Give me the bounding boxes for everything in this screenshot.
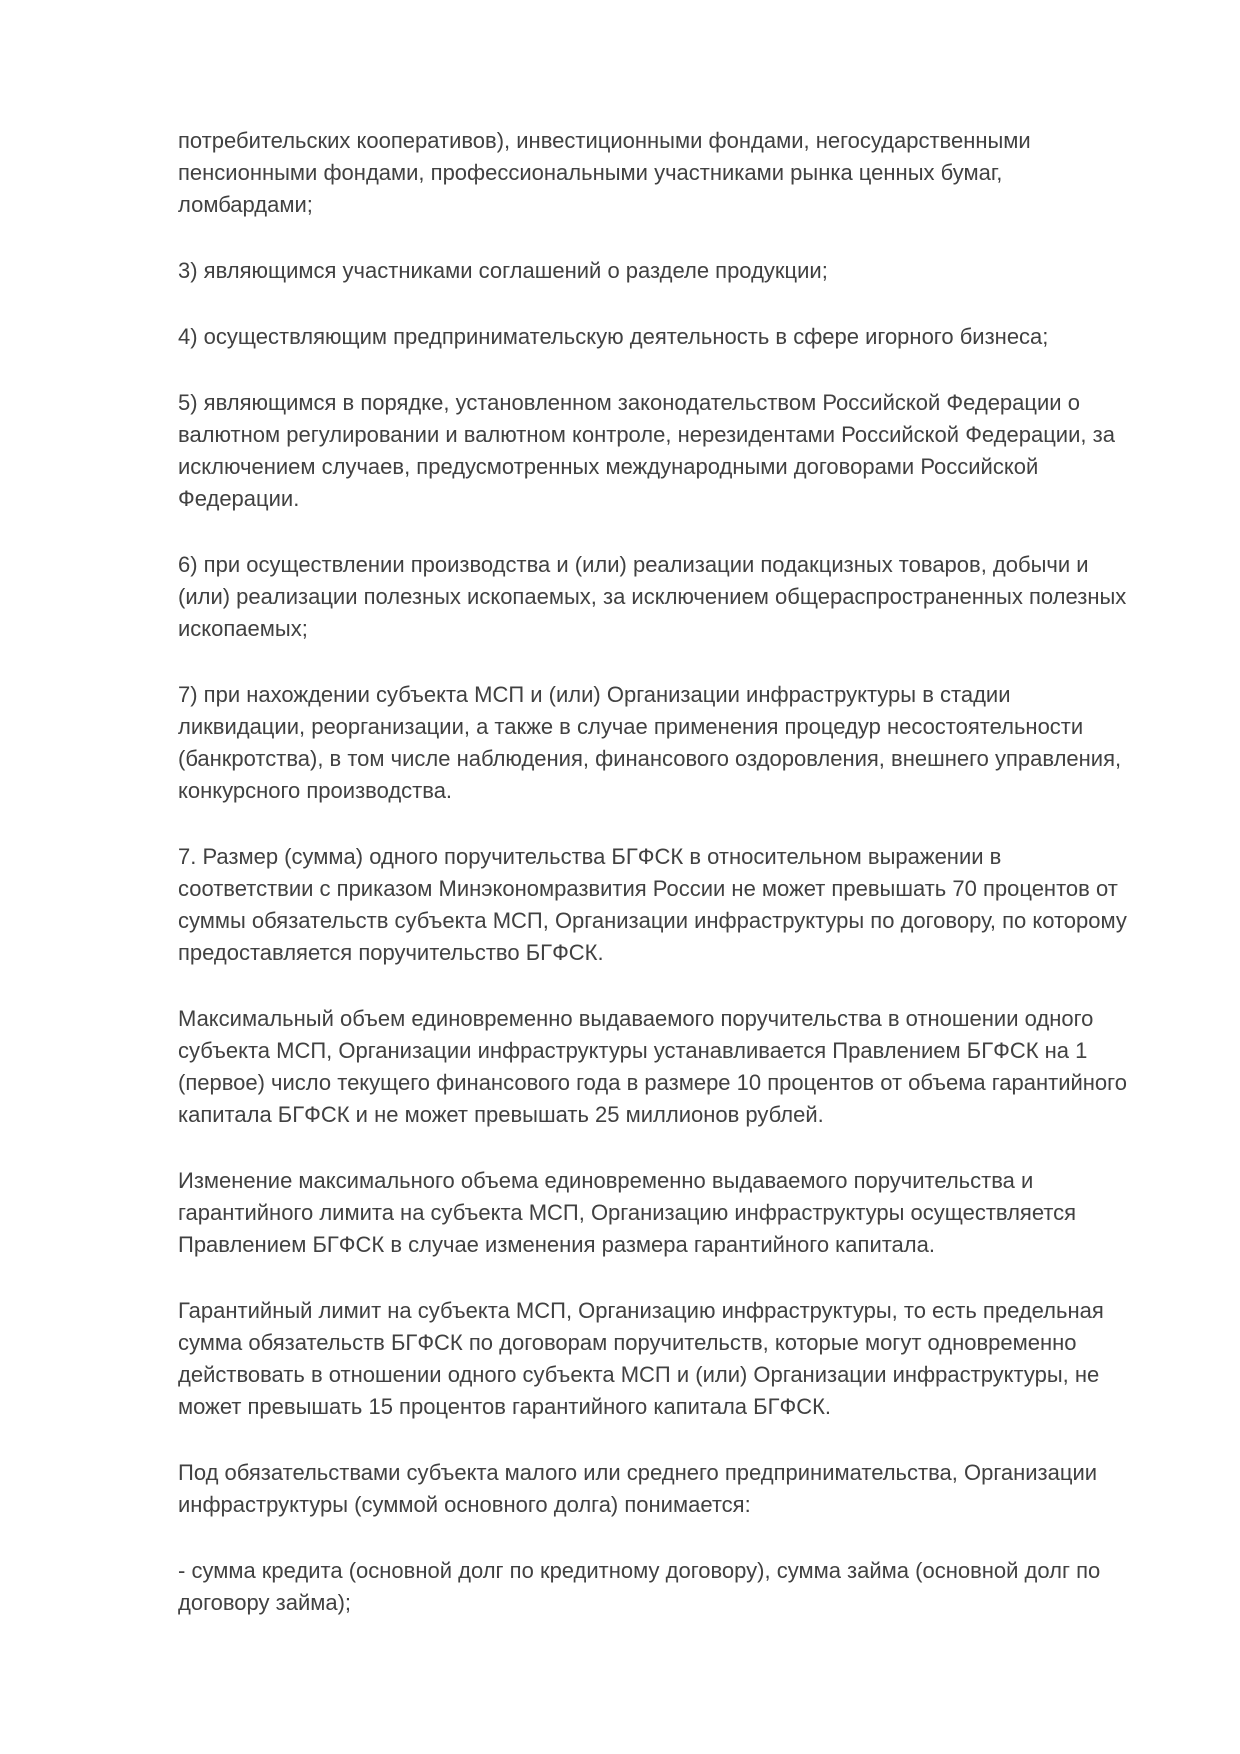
- clause-3-production-sharing: 3) являющимся участниками соглашений о разделе продукции;: [178, 258, 828, 283]
- paragraph-max-surety-volume: Максимальный объем единовременно выдаваемого поручительства в отношении одного субъекта МСП, Организации инфраструктуры устанавливается Правлением БГФСК на 1 (первое) число текущего финансового года в размере 10 процентов от объема гарантийного капитала БГФСК и не может превышать 25 миллионов рублей.: [178, 1006, 1127, 1127]
- clause-5-non-residents: 5) являющимся в порядке, установленном законодательством Российской Федерации о валютном регулировании и валютном контроле, нерезидентами Российской Федерации, за исключением случаев, предусмотренных международными договорами Российской Федерации.: [178, 390, 1115, 511]
- paragraph-obligations-definition: Под обязательствами субъекта малого или среднего предпринимательства, Организации инфраструктуры (суммой основного долга) понимается:: [178, 1460, 1098, 1517]
- item-7-surety-size: 7. Размер (сумма) одного поручительства БГФСК в относительном выражении в соответствии с приказом Минэкономразвития России не может превышать 70 процентов от суммы обязательств субъекта МСП, Организации инфраструктуры по договору, по которому предоставляется поручительство БГФСК.: [178, 844, 1127, 965]
- paragraph-fund-types: потребительских кооперативов), инвестиционными фондами, негосударственными пенсионными фондами, профессиональными участниками рынка ценных бумаг, ломбардами;: [178, 128, 1031, 217]
- document-body-text: [178, 125, 1238, 1619]
- paragraph-guarantee-limit: Гарантийный лимит на субъекта МСП, Организацию инфраструктуры, то есть предельная сумма обязательств БГФСК по договорам поручительств, которые могут одновременно действовать в отношении одного субъекта МСП и (или) Организации инфраструктуры, не может превышать 15 процентов гарантийного капитала БГФСК.: [178, 1298, 1104, 1419]
- clause-7-liquidation: 7) при нахождении субъекта МСП и (или) Организации инфраструктуры в стадии ликвидации, реорганизации, а также в случае применения процедур несостоятельности (банкротства), в том числе наблюдения, финансового оздоровления, внешнего управления, конкурсного производства.: [178, 682, 1122, 803]
- clause-6-excisable-goods: 6) при осуществлении производства и (или) реализации подакцизных товаров, добычи и (или) реализации полезных ископаемых, за исключением общераспространенных полезных ископаемых;: [178, 552, 1127, 641]
- paragraph-credit-sum-item: - сумма кредита (основной долг по кредитному договору), сумма займа (основной долг по договору займа);: [178, 1558, 1101, 1615]
- clause-4-gambling-business: 4) осуществляющим предпринимательскую деятельность в сфере игорного бизнеса;: [178, 324, 1049, 349]
- paragraph-volume-change: Изменение максимального объема единовременно выдаваемого поручительства и гарантийного лимита на субъекта МСП, Организацию инфраструктуры осуществляется Правлением БГФСК в случае изменения размера гарантийного капитала.: [178, 1168, 1077, 1257]
